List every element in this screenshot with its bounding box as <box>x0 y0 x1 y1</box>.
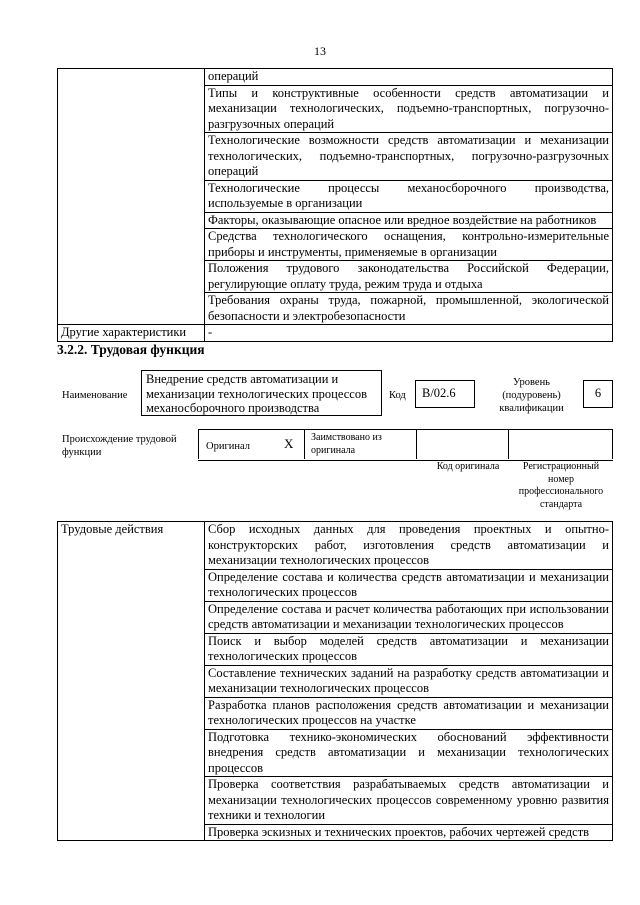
code-value: В/02.6 <box>422 386 456 400</box>
code-label: Код <box>389 390 406 401</box>
table-row: Факторы, оказывающие опасное или вредное воздействие на работников <box>205 212 613 229</box>
table-row: Определение состава и расчет количества работающих при использовании средств автоматизации и механизации технологических процессов <box>205 601 613 633</box>
name-label: Наименование <box>62 390 128 401</box>
level-box <box>583 380 613 408</box>
labor-actions-table <box>57 521 613 841</box>
table-row: Требования охраны труда, пожарной, промышленной, экологической безопасности и электробезопасности <box>205 293 613 325</box>
table-row: Разработка планов расположения средств автоматизации и механизации технологических процессов на участке <box>205 697 613 729</box>
original-label: Оригинал <box>206 441 250 452</box>
level-value: 6 <box>594 386 602 400</box>
origin-label: Происхождение трудовой функции <box>62 434 177 458</box>
borrowed-label: Заимствовано из оригинала <box>311 432 382 456</box>
labor-actions-label: Трудовые действия <box>58 522 205 841</box>
code-box <box>415 380 475 408</box>
section-title: 3.2.2. Трудовая функция <box>57 342 205 357</box>
table-row: операций <box>205 69 613 86</box>
table-row: Технологические возможности средств автоматизации и механизации технологических, подъемно-транспортных, погрузочно-разгрузочных операций <box>205 133 613 181</box>
reg-number-label: Регистрационный номер профессионального стандарта <box>518 461 604 510</box>
table-row: Проверка соответствия разрабатываемых средств автоматизации и механизации технологических процессов современному уровню развития техники и технологии <box>205 777 613 825</box>
table-row: Технологические процессы механосборочного производства, используемые в организации <box>205 180 613 212</box>
table-row: Средства технологического оснащения, контрольно-измерительные приборы и инструменты, применяемые в организации <box>205 229 613 261</box>
table-row: Поиск и выбор моделей средств автоматизации и механизации технологических процессов <box>205 633 613 665</box>
page-number: 13 <box>314 44 326 58</box>
table-row: Составление технических заданий на разработку средств автоматизации и механизации технологических процессов <box>205 665 613 697</box>
table-row: Подготовка технико-экономических обоснований эффективности внедрения средств автоматизации и механизации технологических процессов <box>205 729 613 777</box>
other-characteristics-label: Другие характеристики <box>58 325 205 342</box>
code-original-label: Код оригинала <box>436 461 500 472</box>
table-row: Определение состава и количества средств автоматизации и механизации технологических процессов <box>205 569 613 601</box>
other-characteristics-value: - <box>205 325 613 342</box>
table-cell-empty <box>58 69 205 325</box>
knowledge-table <box>57 68 613 342</box>
name-value: Внедрение средств автоматизации и механизации технологических процессов механосборочного производства <box>146 372 367 415</box>
level-label: Уровень (подуровень) квалификации <box>499 377 564 414</box>
table-row: Проверка эскизных и технических проектов, рабочих чертежей средств <box>205 824 613 841</box>
name-box <box>141 370 382 416</box>
table-row: Сбор исходных данных для проведения проектных и опытно-конструкторских работ, изготовления средств автоматизации и механизации технологических процессов <box>205 522 613 570</box>
table-row: Положения трудового законодательства Российской Федерации, регулирующие оплату труда, режим труда и отдыха <box>205 261 613 293</box>
table-row: Типы и конструктивные особенности средств автоматизации и механизации технологических, подъемно-транспортных, погрузочно-разгрузочных операций <box>205 85 613 133</box>
original-mark: X <box>284 436 294 451</box>
